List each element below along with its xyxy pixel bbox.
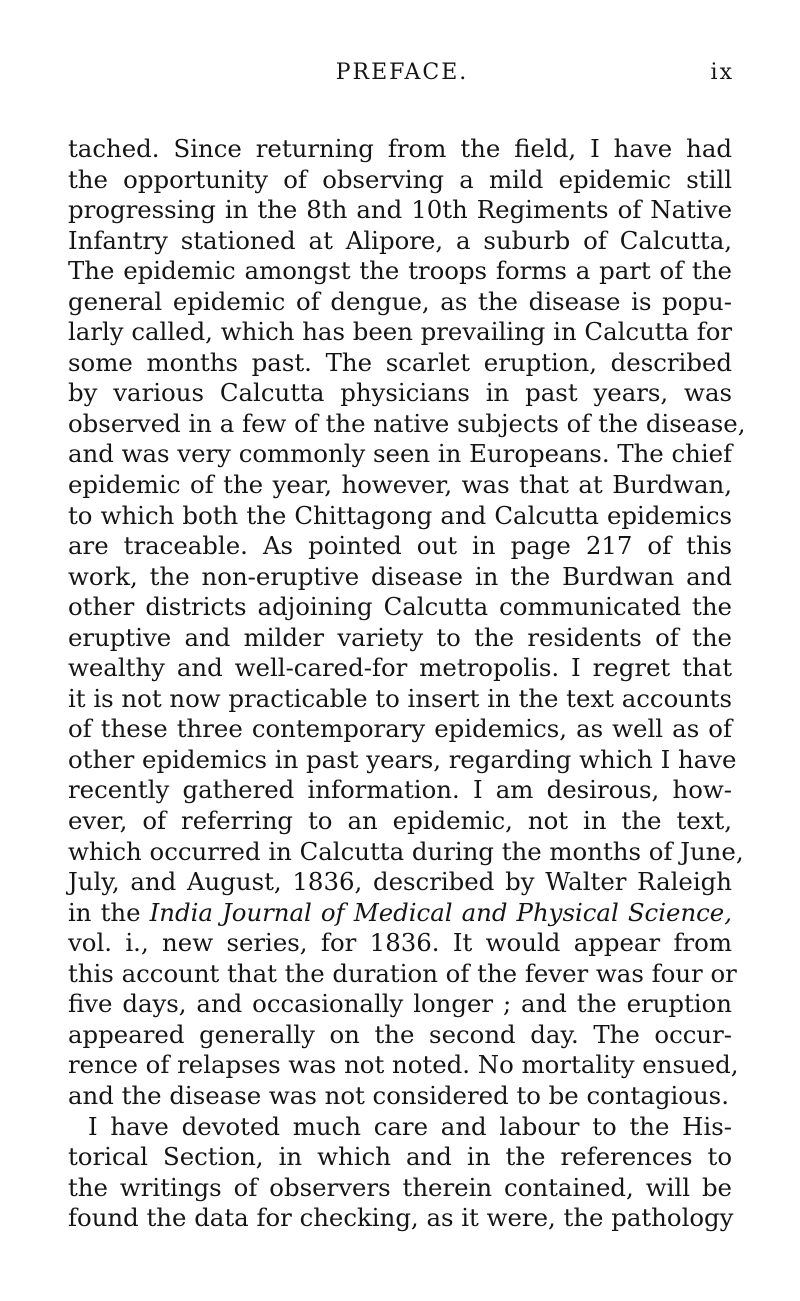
page-header [68, 58, 736, 88]
text-line: to which both the Chittagong and Calcutta epidemics [68, 500, 732, 530]
body-text [68, 134, 746, 1234]
text-line: July, and August, 1836, described by Walter Raleigh [68, 867, 732, 897]
text-line: of these three contemporary epidemics, as well as of [68, 714, 732, 744]
text-line: appeared generally on the second day. The occur- [68, 1019, 732, 1049]
text-line: some months past. The scarlet eruption, described [68, 347, 732, 377]
text-line: rence of relapses was not noted. No mortality ensued, [68, 1050, 739, 1080]
running-head: PREFACE. [335, 60, 469, 85]
text-line: the opportunity of observing a mild epidemic still [68, 164, 732, 194]
text-line: ever, of referring to an epidemic, not in the text, [68, 806, 732, 836]
text-line: recently gathered information. I am desirous, how- [68, 775, 732, 805]
text-line-journal-citation [68, 898, 732, 929]
text-line: and was very commonly seen in Europeans. The chief [68, 439, 733, 469]
page-number: ix [710, 60, 734, 85]
text-line: this account that the duration of the fever was four or [68, 958, 737, 988]
text-line: by various Calcutta physicians in past years, was [68, 378, 732, 408]
text-line: tached. Since returning from the field, I have had [68, 134, 732, 163]
text-line: epidemic of the year, however, was that at Burdwan, [68, 470, 732, 500]
paragraph-first-line: I have devoted much care and labour to the His- [88, 1111, 732, 1141]
text-line: eruptive and milder variety to the residents of the [68, 622, 732, 652]
text-line: Infantry stationed at Alipore, a suburb of Calcutta, [68, 225, 732, 255]
text-line: other epidemics in past years, regarding which I have [68, 744, 737, 774]
text-line: larly called, which has been prevailing in Calcutta for [68, 317, 733, 347]
text-line: it is not now practicable to insert in the text accounts [68, 683, 732, 713]
text-line: observed in a few of the native subjects of the disease, [68, 408, 746, 438]
text-line: five days, and occasionally longer ; and the eruption [68, 989, 732, 1019]
text-line: vol. i., new series, for 1836. It would appear from [68, 928, 732, 958]
text-line: The epidemic amongst the troops forms a part of the [68, 256, 732, 286]
text-line: progressing in the 8th and 10th Regiments of Native [68, 195, 732, 225]
text-line: general epidemic of dengue, as the disease is popu- [68, 286, 732, 316]
text-fragment: in the [68, 897, 150, 927]
journal-title-italic: India Journal of Medical and Physical Science, [149, 897, 732, 927]
text-line: torical Section, in which and in the references to [68, 1142, 732, 1172]
text-line: found the data for checking, as it were, the pathology [68, 1203, 734, 1233]
paragraph-end-line: and the disease was not considered to be contagious. [68, 1080, 729, 1110]
text-line: work, the non-eruptive disease in the Burdwan and [68, 561, 732, 591]
text-line: wealthy and well-cared-for metropolis. I regret that [68, 653, 732, 683]
text-line: the writings of observers therein contained, will be [68, 1172, 732, 1202]
text-line: other districts adjoining Calcutta communicated the [68, 592, 732, 622]
text-line: are traceable. As pointed out in page 217 of this [68, 531, 732, 561]
text-line: which occurred in Calcutta during the months of June, [68, 836, 744, 866]
